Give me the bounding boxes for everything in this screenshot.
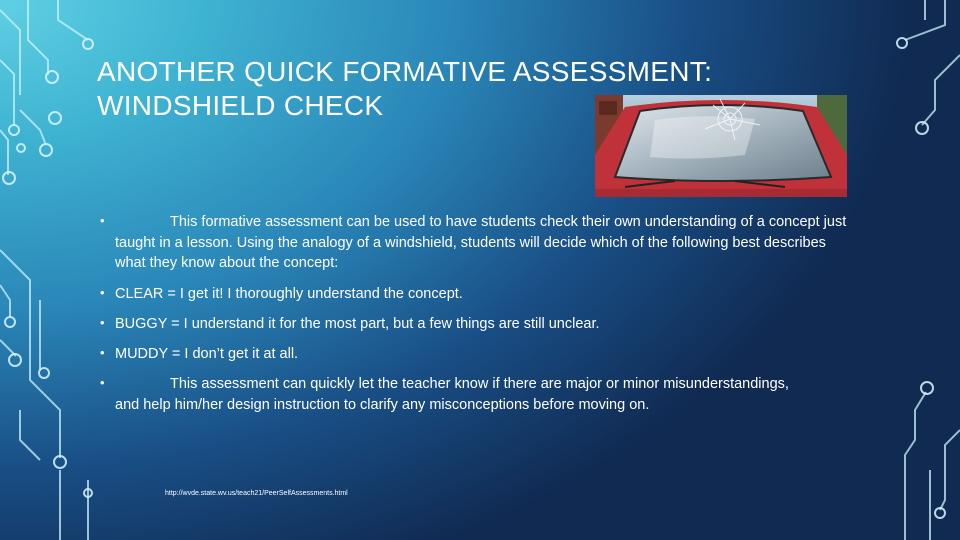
bullet-marker: • bbox=[100, 213, 105, 228]
bullet-1: This formative assessment can be used to have students check their own understanding of a concept just taught in a lesson. Using the analogy of a windshield, students will decide which of the following best describes what they know about the concept: bbox=[115, 214, 847, 271]
bullet-2: CLEAR = I get it! I thoroughly understand the concept. bbox=[115, 286, 463, 302]
title-line-2: WINDSHIELD CHECK bbox=[97, 90, 384, 121]
bullet-marker: • bbox=[100, 375, 105, 390]
bullet-marker: • bbox=[100, 285, 105, 300]
bullet-3: BUGGY = I understand it for the most part, but a few things are still unclear. bbox=[115, 316, 600, 332]
bullet-marker: • bbox=[100, 315, 105, 330]
bullet-4: MUDDY = I don’t get it at all. bbox=[115, 346, 299, 362]
source-link[interactable]: http://wvde.state.wv.us/teach21/PeerSelfAssessments.html bbox=[165, 490, 348, 497]
bullet-5: This assessment can quickly let the teacher know if there are major or minor misunderstandings, and help him/her design instruction to clarify any misconceptions before moving on. bbox=[115, 376, 789, 413]
bullet-marker: • bbox=[100, 345, 105, 360]
title-line-1: ANOTHER QUICK FORMATIVE ASSESSMENT: bbox=[97, 56, 713, 87]
